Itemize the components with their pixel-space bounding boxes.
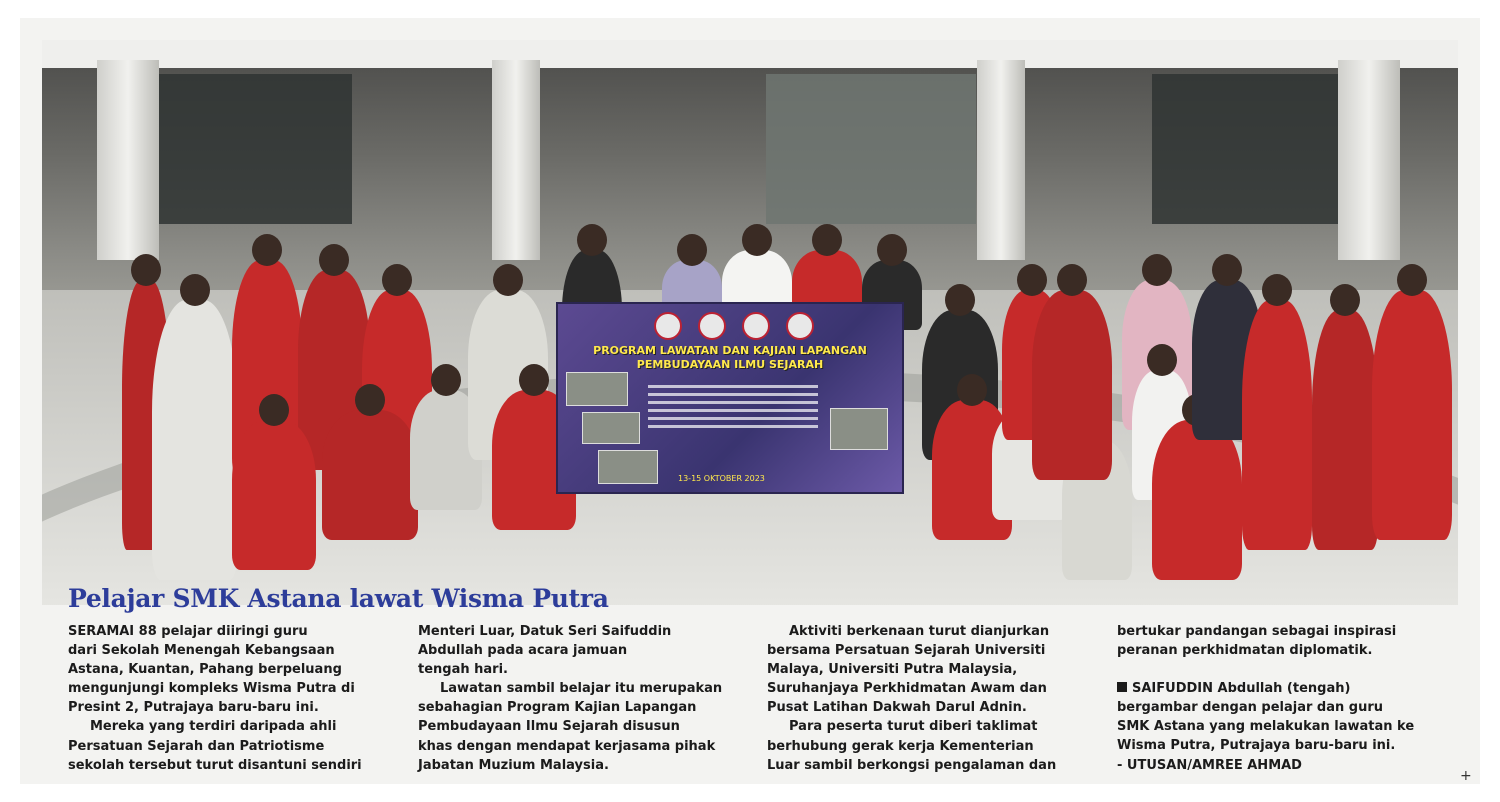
person (1242, 300, 1312, 550)
text-line: dari Sekolah Menengah Kebangsaan (68, 643, 335, 659)
banner-small-text (648, 380, 818, 433)
text-line: Pembudayaan Ilmu Sejarah disusun (418, 719, 680, 735)
text-line: bertukar pandangan sebagai inspirasi (1117, 624, 1397, 639)
group-photo (42, 40, 1458, 605)
banner-title-line: PROGRAM LAWATAN DAN KAJIAN LAPANGAN (593, 344, 867, 357)
logo-icon (698, 312, 726, 340)
caption-line: SAIFUDDIN Abdullah (tengah) (1132, 681, 1351, 697)
text-line: berhubung gerak kerja Kementerian (767, 738, 1034, 754)
caption-line: SMK Astana yang melakukan lawatan ke (1117, 719, 1415, 735)
text-line: bersama Persatuan Sejarah Universiti (767, 643, 1046, 659)
article-column-1 (68, 622, 398, 775)
photo-doorway (152, 74, 352, 224)
person (1152, 420, 1242, 580)
banner-picture (582, 412, 640, 444)
text-line: sebahagian Program Kajian Lapangan (418, 700, 697, 716)
photo-lobby-window (1152, 74, 1352, 224)
text-line: Mereka yang terdiri daripada ahli (90, 719, 337, 735)
logo-icon (654, 312, 682, 340)
article-column-2 (418, 622, 748, 775)
person (1312, 310, 1378, 550)
article-column-4 (1117, 622, 1447, 775)
text-line: Aktiviti berkenaan turut dianjurkan (789, 624, 1050, 639)
article-column-3 (767, 622, 1097, 775)
banner-portrait (830, 408, 888, 450)
text-line: sekolah tersebut turut disantuni sendiri (68, 757, 362, 773)
banner-title-line: PEMBUDAYAAN ILMU SEJARAH (636, 358, 824, 371)
bullet-square-icon (1117, 682, 1127, 692)
person (1032, 290, 1112, 480)
text-line: Suruhanjaya Perkhidmatan Awam dan (767, 681, 1047, 697)
photo-caption (1117, 679, 1447, 774)
text-line: mengunjungi kompleks Wisma Putra di (68, 681, 355, 697)
banner-date: 13-15 OKTOBER 2023 (678, 474, 765, 483)
caption-line: Wisma Putra, Putrajaya baru-baru ini. (1117, 738, 1396, 754)
text-line: Para peserta turut diberi taklimat (789, 719, 1038, 735)
text-line: tengah hari. (418, 662, 508, 678)
text-line: Lawatan sambil belajar itu merupakan (440, 681, 723, 697)
caption-line: bergambar dengan pelajar dan guru (1117, 700, 1384, 716)
text-line: Malaya, Universiti Putra Malaysia, (767, 662, 1018, 678)
text-line: Pusat Latihan Dakwah Darul Adnin. (767, 700, 1027, 716)
banner-title (568, 344, 892, 372)
logo-icon (786, 312, 814, 340)
text-line: Luar sambil berkongsi pengalaman dan (767, 757, 1057, 773)
photo-ceiling (42, 40, 1458, 68)
logo-icon (742, 312, 770, 340)
text-line: Menteri Luar, Datuk Seri Saifuddin (418, 624, 672, 639)
person (1372, 290, 1452, 540)
photo-glass-wall (766, 74, 976, 224)
text-line: peranan perkhidmatan diplomatik. (1117, 643, 1373, 659)
text-line: Persatuan Sejarah dan Patriotisme (68, 738, 325, 754)
text-line: Astana, Kuantan, Pahang berpeluang (68, 662, 342, 678)
person (152, 300, 238, 580)
person (322, 410, 418, 540)
newspaper-clipping (20, 18, 1480, 784)
program-banner (556, 302, 904, 494)
banner-logos (654, 312, 814, 340)
registration-mark-icon: + (1460, 768, 1472, 784)
text-line: Jabatan Muzium Malaysia. (418, 757, 609, 773)
text-line: Abdullah pada acara jamuan (418, 643, 628, 659)
banner-picture (566, 372, 628, 406)
banner-picture (598, 450, 658, 484)
person (232, 420, 316, 570)
text-line: Presint 2, Putrajaya baru-baru ini. (68, 700, 319, 716)
photo-credit: - UTUSAN/AMREE AHMAD (1117, 757, 1302, 773)
text-line: SERAMAI 88 pelajar diiringi guru (68, 624, 308, 639)
text-line: khas dengan mendapat kerjasama pihak (418, 738, 716, 754)
article-headline: Pelajar SMK Astana lawat Wisma Putra (68, 584, 609, 613)
